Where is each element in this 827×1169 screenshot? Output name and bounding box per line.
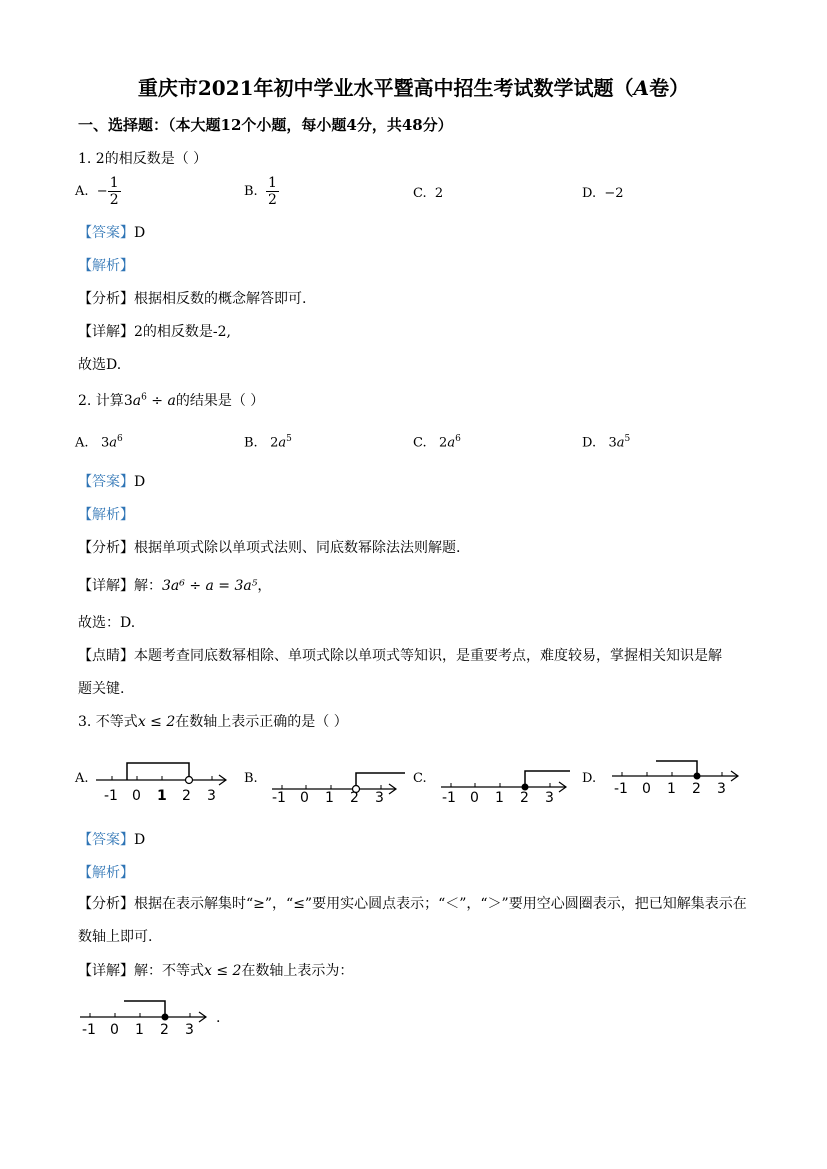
tick-label: 0 [300, 790, 309, 806]
q2-dianjing: 【点睛】本题考查同底数幂相除、单项式除以单项式等知识，是重要考点，难度较易，掌握相关知识是解 [78, 648, 722, 664]
tick-label: 3 [185, 1022, 194, 1038]
q2-option-c: C. $2a^6$ [413, 434, 461, 451]
q1-option-c: C. 2 [413, 186, 444, 201]
q3-option-c-key: C. [413, 771, 427, 786]
tick-label: 0 [132, 788, 141, 804]
q2-option-a: A. $3a^6$ [75, 434, 123, 451]
q3-analysis-label: 【解析】 [78, 865, 134, 881]
tick-label: 0 [110, 1022, 119, 1038]
solution-period: . [216, 1010, 221, 1026]
q3-option-b-key: B. [244, 771, 258, 786]
q2-analysis-label: 【解析】 [78, 507, 134, 523]
q2-conclusion: 故选：D. [78, 615, 136, 631]
q1-option-b: B. $\frac{1}{2}$ [244, 175, 277, 208]
q3-option-d-key: D. [582, 771, 597, 786]
q1-fenxi: 【分析】根据相反数的概念解答即可. [78, 291, 307, 307]
number-line-c [441, 771, 570, 806]
q1-xiangjie: 【详解】2的相反数是-2, [78, 324, 231, 340]
q1-analysis-label: 【解析】 [78, 258, 134, 274]
tick-label: 2 [350, 790, 359, 806]
tick-label: 1 [157, 788, 167, 804]
tick-label: 3 [207, 788, 216, 804]
number-line-solution [80, 1001, 206, 1038]
q1-answer: 【答案】D [78, 225, 146, 241]
tick-label: 2 [520, 790, 529, 806]
page-title: 重庆市2021年初中学业水平暨高中招生考试数学试题（A卷） [137, 76, 690, 100]
number-line-d [612, 761, 738, 797]
tick-label: -1 [272, 790, 286, 806]
section-heading: 一、选择题：（本大题12个小题，每小题4分，共48分） [78, 116, 453, 134]
q2-stem: 2. 计算$3a^6 \div a$的结果是（ ） [78, 392, 265, 409]
tick-label: 0 [642, 781, 651, 797]
q2-xiangjie: 【详解】解：3a⁶ ÷ a = 3a⁵， [78, 578, 272, 594]
tick-label: 2 [182, 788, 191, 804]
q3-stem: 3. 不等式x ≤ 2在数轴上表示正确的是（ ） [78, 714, 348, 730]
q2-fenxi: 【分析】根据单项式除以单项式法则、同底数幂除法法则解题. [78, 540, 461, 556]
tick-label: 2 [692, 781, 701, 797]
q1-option-a: A. − $\frac{1}{2}$ [75, 175, 119, 208]
q2-dianjing-cont: 题关键. [78, 681, 125, 697]
tick-label: 1 [495, 790, 504, 806]
tick-label: 1 [135, 1022, 144, 1038]
q2-answer: 【答案】D [78, 474, 146, 490]
tick-label: -1 [104, 788, 118, 804]
tick-label: -1 [614, 781, 628, 797]
q3-fenxi-cont: 数轴上即可. [78, 929, 153, 945]
tick-label: 1 [325, 790, 334, 806]
tick-label: -1 [442, 790, 456, 806]
q3-answer: 【答案】D [78, 832, 146, 848]
tick-label: 0 [470, 790, 479, 806]
q3-xiangjie: 【详解】解：不等式x ≤ 2在数轴上表示为： [78, 963, 354, 979]
q3-option-a-key: A. [75, 771, 89, 786]
q1-conclusion: 故选D. [78, 357, 122, 373]
tick-label: 1 [667, 781, 676, 797]
q3-fenxi: 【分析】根据在表示解集时“≥”，“≤”要用实心圆点表示；“＜”，“＞”要用空心圆圈表示，把已知解集表示在 [78, 896, 747, 912]
tick-label: -1 [82, 1022, 96, 1038]
q1-option-d: D. −2 [582, 186, 624, 201]
q2-option-d: D. $3a^5$ [582, 434, 631, 451]
number-line-a [96, 763, 226, 804]
q2-option-b: B. $2a^5$ [244, 434, 292, 451]
number-line-b [272, 773, 405, 806]
tick-label: 3 [717, 781, 726, 797]
q1-stem: 1. 2的相反数是（ ） [78, 151, 208, 167]
tick-label: 3 [545, 790, 554, 806]
tick-label: 3 [375, 790, 384, 806]
tick-label: 2 [160, 1022, 169, 1038]
